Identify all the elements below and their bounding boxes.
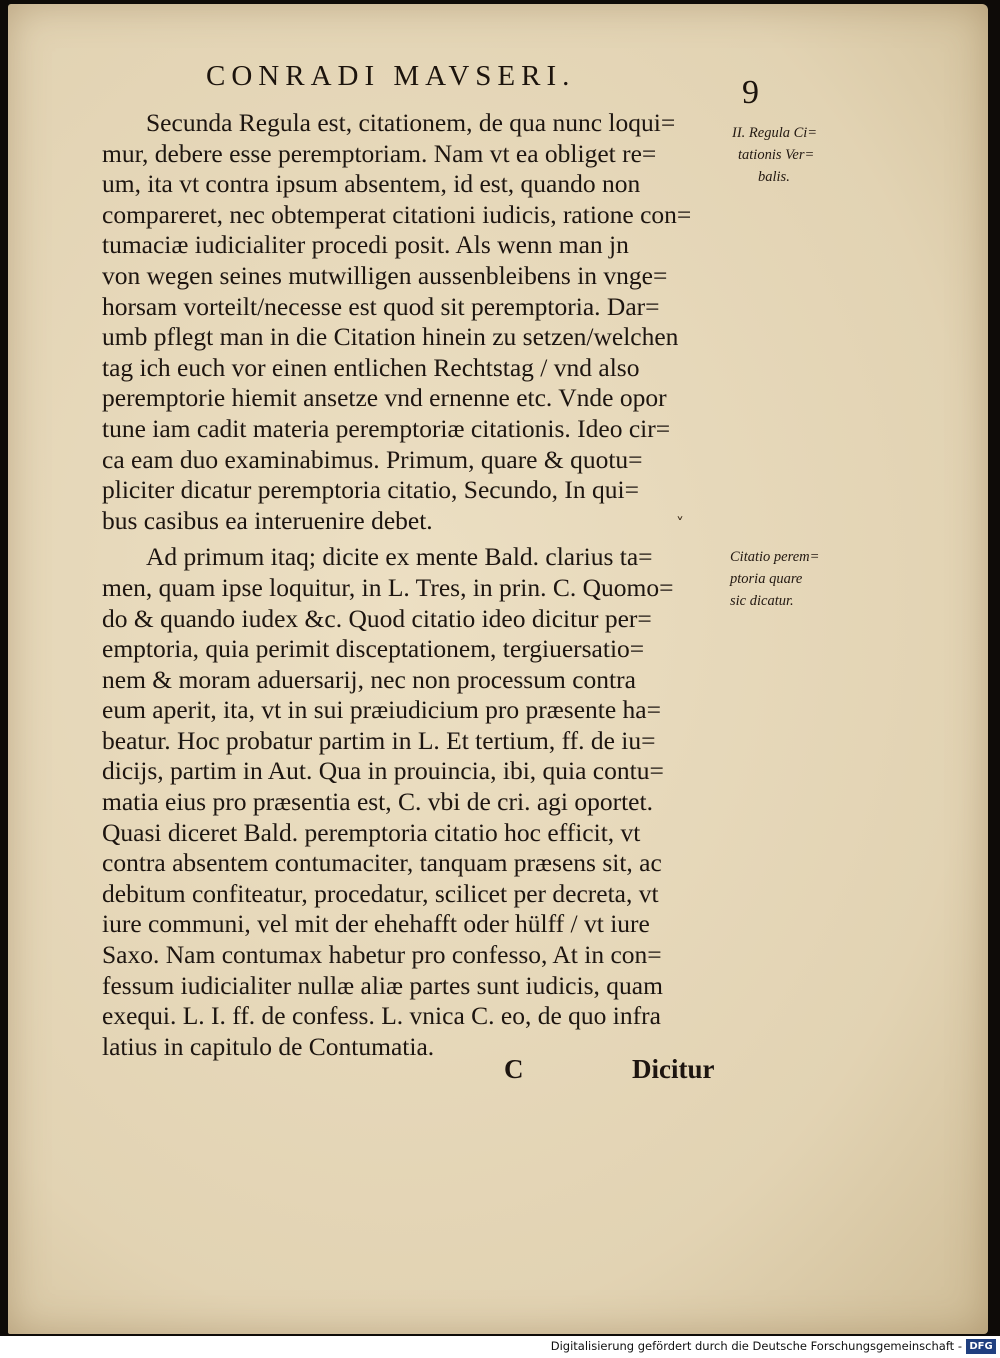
margin-note-regula [732,122,817,188]
margin-note-line: ptoria quare [730,571,803,587]
text-line: Quasi diceret Bald. peremptoria citatio hoc efficit, vt [102,817,641,847]
text-line: nem & moram aduersarij, nec non processum contra [102,664,636,694]
text-line: tag ich euch vor einen entlichen Rechtstag / vnd also [102,352,640,382]
book-page [8,4,988,1334]
text-line: Saxo. Nam contumax habetur pro confesso, At in con= [102,940,662,970]
margin-note-citatio [730,546,819,612]
text-line: matia eius pro præsentia est, C. vbi de cri. agi oportet. [102,787,653,817]
text-line: beatur. Hoc probatur partim in L. Et tertium, ff. de iu= [102,725,656,755]
margin-note-line: balis. [758,169,790,185]
margin-note-line: Citatio perem= [730,549,820,565]
text-line: horsam vorteilt/necesse est quod sit peremptoria. Dar= [102,291,660,321]
text-line: iure communi, vel mit der ehehafft oder hülff / vt iure [102,909,650,939]
text-line: latius in capitulo de Contumatia. [102,1031,435,1061]
running-head: CONRADI MAVSERI. [206,60,576,92]
text-line: Ad primum itaq; dicite ex mente Bald. clarius ta= [146,542,653,572]
text-line: peremptorie hiemit ansetze vnd ernenne etc. Vnde opor [102,383,667,413]
text-line: do & quando iudex &c. Quod citatio ideo dicitur per= [102,603,652,633]
text-line: von wegen seines mutwilligen aussenbleibens in vnge= [102,260,668,290]
text-line: tumaciæ iudicialiter procedi posit. Als wenn man jn [102,230,629,260]
digitization-footer [0,1336,1000,1358]
text-line: Secunda Regula est, citationem, de qua nunc loqui= [146,108,676,137]
text-line: compareret, nec obtemperat citationi iudicis, ratione con= [102,199,692,229]
dfg-logo: DFG [966,1339,996,1354]
footer-credit: Digitalisierung gefördert durch die Deutsche Forschungsgemeinschaft - [550,1339,962,1353]
text-line: dicijs, partim in Aut. Qua in prouincia, ibi, quia contu= [102,756,664,786]
text-line: um, ita vt contra ipsum absentem, id est, quando non [102,169,641,199]
text-line: contra absentem contumaciter, tanquam præsens sit, ac [102,848,662,878]
page-number: 9 [742,74,759,111]
text-line: exequi. L. I. ff. de confess. L. vnica C. eo, de quo infra [102,1001,661,1031]
main-text [102,108,732,1062]
text-line: umb pflegt man in die Citation hinein zu setzen/welchen [102,322,679,352]
text-line: fessum iudicialiter nullæ aliæ partes sunt iudicis, quam [102,970,663,1000]
margin-note-line: tationis Ver= [738,147,815,163]
text-line: tune iam cadit materia peremptoriæ citationis. Ideo cir= [102,413,671,443]
margin-note-line: sic dicatur. [730,593,794,609]
text-line: ca eam duo examinabimus. Primum, quare & quotu= [102,444,643,474]
margin-note-line: II. Regula Ci= [732,125,818,141]
text-line: mur, debere esse peremptoriam. Nam vt ea obliget re= [102,138,657,168]
text-line: men, quam ipse loquitur, in L. Tres, in prin. C. Quomo= [102,572,674,602]
text-line: debitum confiteatur, procedatur, scilicet per decreta, vt [102,878,659,908]
text-line: eum aperit, ita, vt in sui præiudicium pro præsente ha= [102,695,661,725]
catchword: Dicitur [632,1054,715,1084]
ink-mark: ˅ [676,514,684,533]
text-line: emptoria, quia perimit disceptationem, tergiuersatio= [102,634,645,664]
text-line: bus casibus ea interuenire debet. [102,505,433,535]
signature-mark: C [504,1054,524,1084]
text-line: pliciter dicatur peremptoria citatio, Secundo, In qui= [102,475,639,505]
